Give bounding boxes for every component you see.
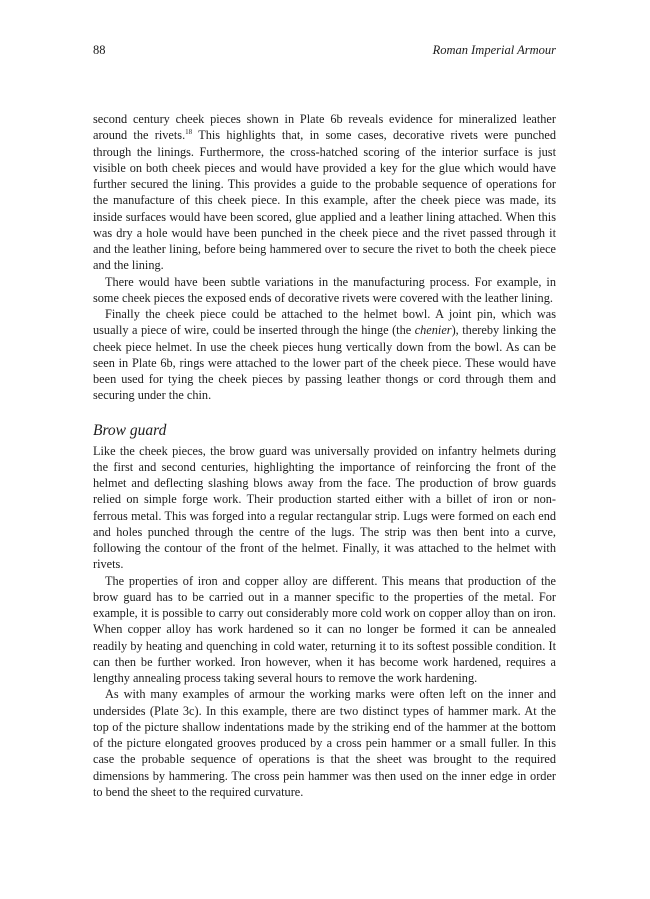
paragraph-working-marks: As with many examples of armour the working marks were often left on the inner and undersides (Plate 3c). In this example, there are two distinct types of hammer mark. At the top of the picture shallow indentations made by the striking end of the hammer at the bottom of the picture elongated grooves produced by a cross pein hammer or a small fuller. In this case the probable sequence of operations is that the sheet was brought to the required dimensions by hammering. The cross pein hammer was then used on the inner edge in order to bend the sheet to the required curvature. [93,687,556,799]
running-title: Roman Imperial Armour [432,43,556,57]
paragraph-brow-guard-intro: Like the cheek pieces, the brow guard was universally provided on infantry helmets during the first and second centuries, highlighting the importance of reinforcing the front of the helmet and deflecting slashing blows away from the face. The production of brow guards relied on simple forge work. Their production started either with a billet of iron or non-ferrous metal. This was forged into a regular rectangular strip. Lugs were formed on each end and holes punched through the centre of the lugs. The strip was then bent into a curve, following the contour of the front of the helmet. Finally, it was attached to the helmet with rivets. [93,443,556,572]
paragraph-rivets-lining [93,111,556,274]
paragraph-metal-properties: The properties of iron and copper alloy are different. This means that production of the brow guard has to be carried out in a manner specific to the properties of the metal. For example, it is possible to carry out considerably more cold work on copper alloy than on iron. When copper alloy has work hardened so it can no longer be formed it can be annealed readily by heating and quenching in cold water, returning it to its softest possible condition. It can then be further worked. Iron however, when it has become work hardened, requires a lengthy annealing process taking several hours to remove the work hardening. [93,573,556,685]
paragraph-text: ), thereby linking the cheek piece helmet. In use the cheek pieces hung vertically down from the bowl. As can be seen in Plate 6b, rings were attached to the lower part of the cheek piece. These would have been used for tying the cheek pieces by passing leather thongs or cord through them and securing under the chin. [93,323,556,403]
paragraph-text: second century cheek pieces shown in Plate 6b reveals evidence for mineralized leather around the rivets. [93,112,556,143]
page-number: 88 [93,43,106,57]
paragraph-variations: There would have been subtle variations in the manufacturing process. For example, in some cheek pieces the exposed ends of decorative rivets were covered with the leather lining. [93,274,556,305]
page-header [93,42,556,58]
paragraph-text: Finally the cheek piece could be attached to the helmet bowl. A joint pin, which was usually a piece of wire, could be inserted through the hinge (the [93,307,556,338]
footnote-ref-18[interactable]: 18 [185,128,193,137]
section-heading-brow-guard: Brow guard [93,421,167,439]
term-chenier: chenier [414,323,452,338]
page-body [93,111,556,800]
paragraph-text: This highlights that, in some cases, decorative rivets were punched through the linings. Furthermore, the cross-hatched scoring of the interior surface is just visible on both cheek pieces and would have provided a key for the glue which would have further secured the lining. This provides a guide to the probable sequence of operations for the manufacture of this cheek piece. In this example, after the cheek piece was made, its inside surfaces would have been scored, glue applied and a leather lining attached. When this was dry a hole would have been punched in the cheek piece and the rivet passed through it and the leather lining, before being hammered over to secure the rivet to both the cheek piece and the lining. [93,128,556,273]
paragraph-attachment [93,306,556,404]
